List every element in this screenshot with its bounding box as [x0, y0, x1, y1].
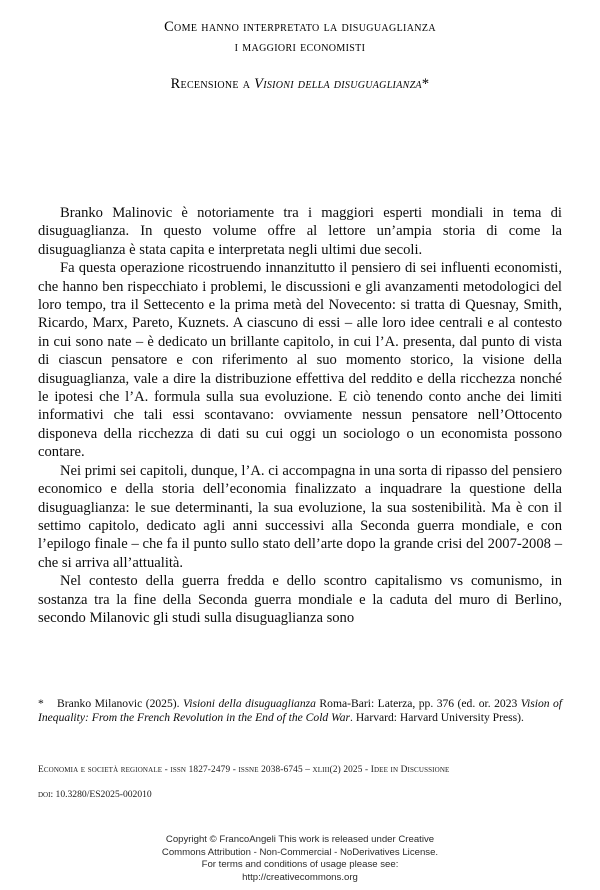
copyright-line: Commons Attribution - Non-Commercial - NoDerivatives License. — [161, 846, 439, 858]
footnote-italic-title-it: Visioni della disuguaglianza — [183, 697, 316, 710]
page-title-line-1: Come hanno interpretato la disuguaglianza — [164, 19, 436, 35]
subtitle-footnote-marker: * — [421, 76, 430, 92]
footnote — [38, 697, 562, 725]
footnote-text-2: Roma-Bari: Laterza, pp. 376 (ed. or. 2023 — [315, 697, 521, 710]
doi-label: doi — [38, 789, 51, 800]
body-paragraph: Nel contesto della guerra fredda e dello scontro capitalismo vs comunismo, in sostanza tra la fine della Seconda guerra mondiale e la caduta del muro di Berlino, secondo Milanovic gli studi sulla disuguaglianza sono — [38, 573, 562, 626]
page-subtitle — [0, 75, 600, 94]
journal-doi-line — [38, 789, 578, 800]
body-paragraph: Branko Malinovic è notoriamente tra i maggiori esperti mondiali in tema di disuguaglianza. In questo volume offre al lettore un’ampia storia di come la disuguaglianza è stata capita e interpretata negli ultimi due secoli. — [38, 205, 562, 258]
footnote-marker: * — [38, 697, 44, 710]
footnote-text-1: Branko Milanovic (2025). — [57, 697, 183, 710]
page-title-block — [0, 18, 600, 94]
doi-value: : 10.3280/ES2025-002010 — [50, 789, 152, 800]
journal-issn-line: Economia e società regionale - issn 1827-2479 - issne 2038-6745 – xliii(2) 2025 - Idee in Discussione — [38, 765, 450, 775]
subtitle-book-title: Visioni della disuguaglianza — [254, 76, 422, 92]
body-paragraph: Fa questa operazione ricostruendo innanzitutto il pensiero di sei influenti economisti, che hanno ben rispecchiato i problemi, le discussioni e gli avanzamenti metodologici del loro tempo, tra il Settecento e la prima metà del Novecento: si tratta di Quesnay, Smith, Ricardo, Marx, Pareto, Kuznets. A ciascuno di essi – alle loro idee centrali e al contesto in cui sono nate – è dedicato un brillante capitolo, in cui l’A. presenta, dal punto di vista di ciascun pensatore e con riferimento al suo momento storico, la visione della disuguaglianza, vale a dire la distribuzione effettiva del reddito e della ricchezza nonché le ipotesi che l’A. formula sulla sua evoluzione. E ciò tenendo conto anche dei limiti informativi che tali essi scontavano: ovviamente nessun pensatore nell’Ottocento disponeva della ricchezza di dati su cui oggi un sociologo o un economista possono contare. — [38, 260, 562, 461]
subtitle-prefix: Recensione a — [170, 76, 255, 92]
copyright-url[interactable]: http://creativecommons.org — [242, 871, 358, 883]
copyright-line: For terms and conditions of usage please see: — [201, 859, 399, 871]
footnote-text-3: . Harvard: Harvard University Press). — [350, 711, 524, 725]
footnote-italic-title-en: Vision of Inequality: From the French Revolution in the End of the Cold War — [38, 697, 563, 725]
copyright-footer — [0, 834, 600, 884]
page-title-line-2: i maggiori economisti — [234, 38, 366, 55]
copyright-line: Copyright © FrancoAngeli This work is released under Creative — [165, 834, 435, 845]
body-paragraph: Nei primi sei capitoli, dunque, l’A. ci accompagna in una sorta di ripasso del pensiero economico e della storia dell’economia finalizzato a inquadrare la questione della disuguaglianza: le sue determinanti, la sua evoluzione, la sua sostenibilità. Ma è con il settimo capitolo, dedicato agli anni successivi alla Seconda guerra mondiale, e con l’epilogo finale – che fa il punto sullo stato dell’arte dopo la grande crisi del 2007-2008 – che si arriva all’attualità. — [38, 462, 562, 571]
body-text — [38, 204, 562, 627]
